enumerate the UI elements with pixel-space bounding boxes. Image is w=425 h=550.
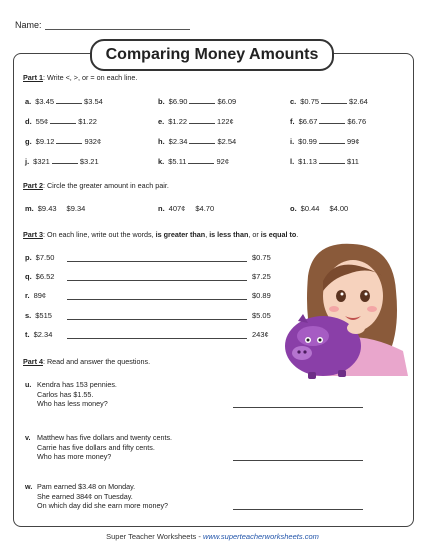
name-label: Name: [15, 20, 42, 30]
comparison-item [158, 137, 236, 146]
amount-left: $1.22 [168, 117, 188, 126]
answer-blank[interactable] [50, 117, 76, 124]
amount-right: $6.09 [217, 97, 237, 106]
answer-line[interactable] [233, 509, 363, 510]
problem-line: Carrie has five dollars and fifty cents. [37, 442, 155, 452]
amount-option[interactable]: $0.44 [300, 204, 320, 213]
answer-blank[interactable] [56, 97, 82, 104]
answer-blank[interactable] [189, 117, 215, 124]
amount-right: 122¢ [217, 117, 234, 126]
item-label: m. [25, 204, 34, 213]
amount-option[interactable]: $9.34 [66, 204, 86, 213]
amount-right: 99¢ [346, 137, 360, 146]
amount-option[interactable]: $4.00 [329, 204, 349, 213]
part2-heading: Part 2 [23, 181, 43, 190]
amount-left: $5.11 [168, 157, 187, 166]
problem-line: Carlos has $1.55. [37, 389, 94, 399]
word-problem [25, 380, 117, 409]
amount-right: $2.64 [349, 97, 368, 106]
answer-line[interactable] [233, 407, 363, 408]
amount-left: $2.34 [168, 137, 188, 146]
item-label: d. [25, 117, 32, 126]
amount-right: $0.89 [252, 291, 271, 300]
answer-blank[interactable] [319, 117, 345, 124]
problem-line: Who has more money? [37, 452, 112, 461]
item-label: p. [25, 253, 32, 262]
amount-option[interactable]: $9.43 [37, 204, 57, 213]
part4-heading: Part 4 [23, 357, 43, 366]
item-label: w. [25, 482, 33, 491]
answer-blank[interactable] [189, 97, 215, 104]
item-label: a. [25, 97, 32, 106]
item-label: k. [158, 157, 165, 166]
amount-left: 89¢ [33, 291, 47, 300]
problem-text [37, 482, 168, 511]
item-label: v. [25, 433, 31, 442]
amount-right: $11 [346, 157, 359, 166]
footer-url[interactable]: www.superteacherworksheets.com [202, 532, 319, 541]
item-label: l. [290, 157, 295, 166]
amount-left: $515 [35, 311, 52, 320]
circle-item [290, 204, 348, 213]
answer-blank[interactable] [56, 137, 82, 144]
amount-left: $321 [33, 157, 50, 166]
amount-right: $6.76 [347, 117, 367, 126]
answer-blank[interactable] [319, 137, 345, 144]
comparison-item [158, 157, 229, 166]
answer-line[interactable] [67, 299, 247, 300]
amount-right: $3.21 [79, 157, 99, 166]
amount-left: $3.45 [35, 97, 55, 106]
comparison-item [290, 117, 366, 126]
comparison-item [290, 157, 359, 166]
item-label: u. [25, 380, 32, 389]
amount-right: $3.54 [84, 97, 103, 106]
word-problem [25, 433, 172, 462]
amount-right: $7.25 [252, 272, 271, 281]
problem-line: She earned 384¢ on Tuesday. [37, 491, 133, 501]
amount-right: 243¢ [252, 330, 269, 339]
problem-line: Pam earned $3.48 on Monday. [37, 482, 136, 491]
item-label: e. [158, 117, 165, 126]
amount-option[interactable]: $4.70 [195, 204, 215, 213]
part2-instruction: Part 2: Circle the greater amount in each pair. [23, 181, 169, 190]
amount-left: $7.50 [35, 253, 55, 262]
amount-left: $6.90 [168, 97, 188, 106]
answer-line[interactable] [67, 280, 247, 281]
comparison-item [25, 157, 99, 166]
problem-line: Matthew has five dollars and twenty cents. [37, 433, 173, 442]
amount-right: $2.54 [217, 137, 237, 146]
amount-right: $1.22 [78, 117, 97, 126]
part1-instruction: Part 1: Write <, >, or = on each line. [23, 73, 138, 82]
item-label: t. [25, 330, 30, 339]
amount-left: $6.52 [35, 272, 55, 281]
footer: Super Teacher Worksheets - www.superteacherworksheets.com [106, 532, 319, 541]
amount-left: $9.12 [35, 137, 55, 146]
item-label: o. [290, 204, 297, 213]
item-label: n. [158, 204, 165, 213]
item-label: r. [25, 291, 30, 300]
problem-line: Kendra has 153 pennies. [37, 380, 117, 389]
amount-left: $1.13 [298, 157, 317, 166]
item-label: h. [158, 137, 165, 146]
name-field[interactable] [15, 20, 190, 30]
amount-right: $5.05 [252, 311, 271, 320]
answer-blank[interactable] [321, 97, 347, 104]
amount-left: $2.34 [33, 330, 53, 339]
part3-instruction: Part 3: On each line, write out the words, is greater than, is less than, or is equal to. [23, 230, 299, 239]
item-label: b. [158, 97, 165, 106]
amount-left: $0.75 [300, 97, 320, 106]
problem-line: Who has less money? [37, 399, 108, 408]
amount-left: $0.99 [298, 137, 317, 146]
name-line[interactable] [45, 20, 190, 30]
item-label: i. [290, 137, 295, 146]
answer-blank[interactable] [52, 157, 78, 164]
amount-right: $0.75 [252, 253, 271, 262]
comparison-item [290, 137, 359, 146]
comparison-item [25, 137, 101, 146]
amount-right: 92¢ [216, 157, 229, 166]
answer-line[interactable] [233, 460, 363, 461]
answer-line[interactable] [67, 319, 247, 320]
part1-heading: Part 1 [23, 73, 43, 82]
problem-line: On which day did she earn more money? [37, 501, 169, 510]
word-problem [25, 482, 168, 511]
comparison-item [25, 117, 97, 126]
answer-blank[interactable] [189, 137, 215, 144]
item-label: f. [290, 117, 295, 126]
item-label: j. [25, 157, 30, 166]
page-title: Comparing Money Amounts [90, 39, 334, 71]
answer-blank[interactable] [319, 157, 345, 164]
comparison-item [158, 97, 236, 106]
circle-item [25, 204, 85, 213]
amount-left: 55¢ [35, 117, 49, 126]
comparison-item [290, 97, 368, 106]
answer-blank[interactable] [188, 157, 214, 164]
part3-heading: Part 3 [23, 230, 43, 239]
comparison-item [25, 97, 103, 106]
circle-item [158, 204, 214, 213]
item-label: c. [290, 97, 297, 106]
amount-right: 932¢ [84, 137, 102, 146]
girl-piggy-bank-illustration [268, 236, 418, 386]
item-label: q. [25, 272, 32, 281]
problem-text [37, 380, 117, 409]
problem-text [37, 433, 172, 462]
item-label: s. [25, 311, 32, 320]
amount-left: $6.67 [298, 117, 318, 126]
answer-line[interactable] [67, 261, 247, 262]
item-label: g. [25, 137, 32, 146]
part4-instruction: Part 4: Read and answer the questions. [23, 357, 151, 366]
comparison-item [158, 117, 234, 126]
answer-line[interactable] [67, 338, 247, 339]
amount-option[interactable]: 407¢ [168, 204, 186, 213]
